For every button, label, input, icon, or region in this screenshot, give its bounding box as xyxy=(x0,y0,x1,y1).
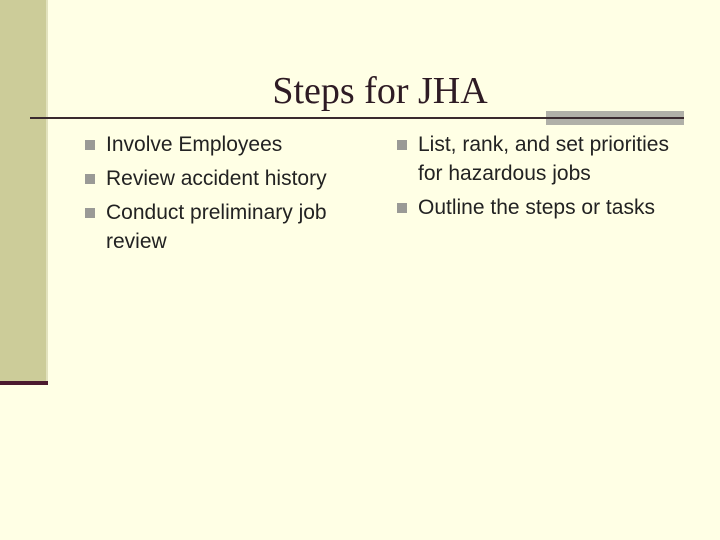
bullet-item xyxy=(395,130,695,188)
left-bar-divider xyxy=(46,0,48,385)
square-bullet-icon xyxy=(85,140,95,150)
bullet-item xyxy=(83,130,378,159)
bullet-text: List, rank, and set priorities for hazardous jobs xyxy=(418,133,669,185)
left-decorative-bar xyxy=(0,0,46,382)
title-underline xyxy=(30,117,684,119)
title-accent-block-bottom xyxy=(546,119,684,125)
bullet-text: Review accident history xyxy=(106,167,327,190)
left-bar-accent-line xyxy=(0,381,48,385)
left-bullet-column xyxy=(83,130,378,261)
square-bullet-icon xyxy=(397,203,407,213)
slide-title: Steps for JHA xyxy=(272,70,488,112)
square-bullet-icon xyxy=(397,140,407,150)
bullet-text: Outline the steps or tasks xyxy=(418,196,655,219)
bullet-item xyxy=(395,193,695,222)
bullet-text: Involve Employees xyxy=(106,133,283,156)
square-bullet-icon xyxy=(85,208,95,218)
bullet-text: Conduct preliminary job review xyxy=(106,201,327,253)
bullet-item xyxy=(83,164,378,193)
square-bullet-icon xyxy=(85,174,95,184)
bullet-item xyxy=(83,198,378,256)
right-bullet-column xyxy=(395,130,695,227)
